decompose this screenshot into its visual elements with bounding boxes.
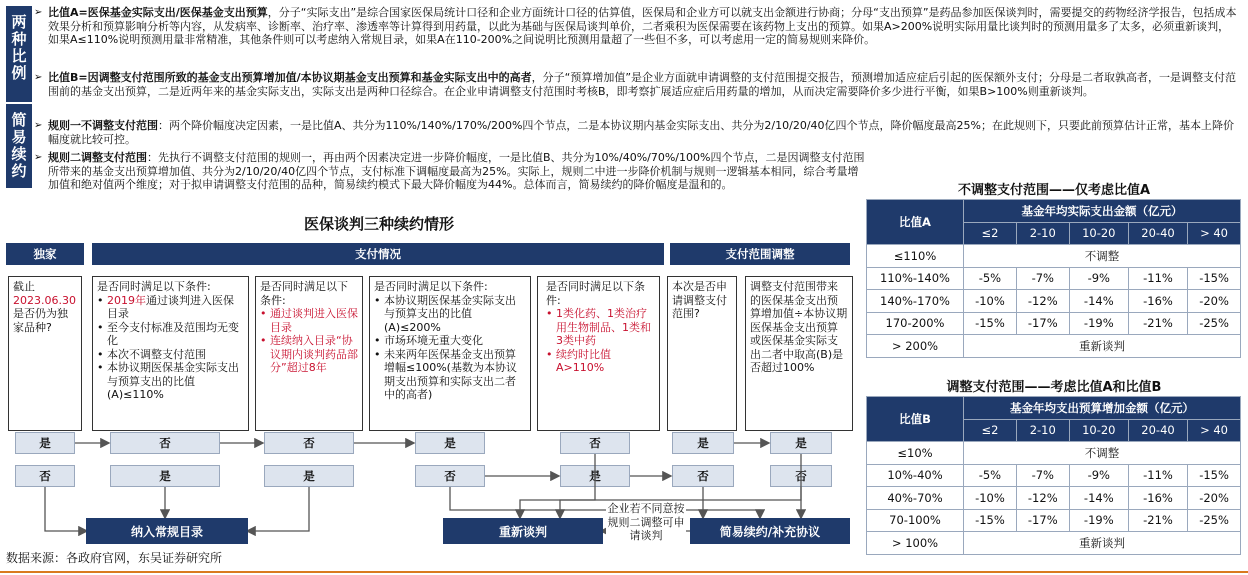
cell: -17% <box>1016 509 1069 532</box>
para-bold: 比值B=因调整支付范围所致的基金支出预算增加值/本协议期基金支出预算和基金实际支出中的高者 <box>48 71 532 84</box>
cell: -15% <box>1188 267 1241 290</box>
tag-yes: 是 <box>15 432 75 454</box>
cell: -20% <box>1188 290 1241 313</box>
condition-item: • 未来两年医保基金支出预算增幅≤100%(基数为本协议期支出预算和实际支出二者中的高者) <box>374 348 526 402</box>
merged-cell: 重新谈判 <box>964 532 1241 555</box>
col-header: 10-20 <box>1069 419 1128 442</box>
data-source: 数据来源：各政府官网，东吴证券研究所 <box>6 551 223 565</box>
condition-item: • 本次不调整支付范围 <box>97 348 244 362</box>
cell: -14% <box>1069 487 1128 510</box>
row-label: 140%-170% <box>867 290 964 313</box>
tag-yes: 是 <box>264 465 354 487</box>
para-bold: 规则二调整支付范围 <box>48 151 147 164</box>
badge-two-ratios: 两种比例 <box>6 6 32 102</box>
outcome-renegotiate: 重新谈判 <box>443 518 603 544</box>
badge-simple-renewal: 简易续约 <box>6 104 32 188</box>
arrow-bullet-icon: ➢ <box>34 152 43 163</box>
arrow-bullet-icon: ➢ <box>34 120 43 131</box>
col-header: > 40 <box>1188 419 1241 442</box>
condition-item: • 本协议期医保基金实际支出与预算支出的比值(A)≤200% <box>374 294 526 335</box>
cell: -7% <box>1016 464 1069 487</box>
arrow-bullet-icon: ➢ <box>34 72 43 83</box>
row-label: 40%-70% <box>867 487 964 510</box>
merged-cell: 不调整 <box>964 442 1241 465</box>
tag-no: 否 <box>770 465 832 487</box>
cell: -19% <box>1069 509 1128 532</box>
table-a <box>866 199 1241 358</box>
box-title: 是否同时满足以下条件: <box>374 280 488 293</box>
cell: -15% <box>964 509 1017 532</box>
header-exclusive: 独家 <box>6 243 84 265</box>
tag-no: 否 <box>672 465 734 487</box>
condition-item: • 通过谈判进入医保目录 <box>260 307 358 334</box>
row-label: ≤10% <box>867 442 964 465</box>
table-row <box>867 532 1241 555</box>
box-title: 是否同时满足以下条件: <box>260 280 348 307</box>
col-header: 20-40 <box>1128 419 1187 442</box>
row-header: 比值A <box>867 200 964 245</box>
condition-item: • 本协议期医保基金实际支出与预算支出的比值(A)≤110% <box>97 361 244 402</box>
red-text: 2019年 <box>107 293 146 307</box>
cell: -11% <box>1128 267 1187 290</box>
outcome-simple-renewal: 简易续约/补充协议 <box>690 518 850 544</box>
box-text: 是否仍为独家品种? <box>13 307 68 334</box>
tag-no: 否 <box>264 432 354 454</box>
cell: -15% <box>964 312 1017 335</box>
tag-no: 否 <box>560 432 630 454</box>
col-header: ≤2 <box>964 419 1017 442</box>
col-header: 10-20 <box>1069 222 1128 245</box>
box-title: 是否同时满足以下条件: <box>97 280 211 293</box>
row-label: 170-200% <box>867 312 964 335</box>
merged-cell: 不调整 <box>964 245 1241 268</box>
box-text: 截止 <box>13 280 35 293</box>
tag-no: 否 <box>415 465 485 487</box>
tag-no: 否 <box>110 432 220 454</box>
row-label: 70-100% <box>867 509 964 532</box>
tag-yes: 是 <box>672 432 734 454</box>
cell: -15% <box>1188 464 1241 487</box>
table-row <box>867 487 1241 510</box>
table-b-title: 调整支付范围——考虑比值A和比值B <box>946 380 1162 395</box>
cell: -12% <box>1016 290 1069 313</box>
table-row <box>867 464 1241 487</box>
box-title: 是否同时满足以下条件: <box>546 280 645 307</box>
cell: -11% <box>1128 464 1187 487</box>
condition-item: • 连续纳入目录“协议期内谈判药品部分”超过8年 <box>260 334 358 375</box>
cell: -25% <box>1188 312 1241 335</box>
header-scope-adjust: 支付范围调整 <box>670 243 850 265</box>
table-row <box>867 312 1241 335</box>
cell: -16% <box>1128 487 1187 510</box>
cell: -21% <box>1128 509 1187 532</box>
row-label: 10%-40% <box>867 464 964 487</box>
cell: -9% <box>1069 464 1128 487</box>
col-header: ≤2 <box>964 222 1017 245</box>
col-header: 2-10 <box>1016 222 1069 245</box>
tag-yes: 是 <box>560 465 630 487</box>
tag-yes: 是 <box>770 432 832 454</box>
cell: -12% <box>1016 487 1069 510</box>
note-reject-rule-two: 企业若不同意按规则二调整可申请谈判 <box>606 501 686 563</box>
table-row <box>867 335 1241 358</box>
bottom-rule <box>0 571 1248 573</box>
table-b <box>866 396 1241 555</box>
para-bold: 比值A=医保基金实际支出/医保基金支出预算 <box>48 6 268 19</box>
condition-item: • 1类化药、1类治疗用生物制品、1类和3类中药 <box>546 307 655 348</box>
tag-no: 否 <box>15 465 75 487</box>
para-bold: 规则一不调整支付范围 <box>48 119 158 132</box>
para-text: ：两个降价幅度决定因素，一是比值A、共分为110%/140%/170%/200%四个节点，二是本协议期内基金实际支出、共分为2/10/20/40亿四个节点，降价幅度最高25%；在此规则下，只要此前预算估计正常，基本上降价幅度就比较可控。 <box>48 119 1234 146</box>
row-label: 110%-140% <box>867 267 964 290</box>
para-text: ，分子“实际支出”是综合国家医保局统计口径和企业方面统计口径的估算值，医保局和企业方可以就支出金额进行协商；分母“支出预算”是药品参加医保谈判时，需要提交的药物经济学报告，包括成本效果分析和预算影响分析等内容，从发病率、诊断率、治疗率、渗透率等计算得到用药量，以此为基础与医保局谈判单价，二者乘积为医保需要在该药物上支出的预算。如果A>200%说明实际用量比谈判时的预测用量多了太多，必须重新谈判，如果A≤110%说明预测用量非常精准，其他条件则可以考虑纳入常规目录，如果A在110-200%之间说明比预测用量超了一些但不多，可以考虑用一定的简易规则来降价。 <box>48 6 1237 46</box>
merged-cell: 重新谈判 <box>964 335 1241 358</box>
arrow-bullet-icon: ➢ <box>34 7 43 18</box>
cell: -10% <box>964 487 1017 510</box>
box-date: 2023.06.30 <box>13 293 76 307</box>
col-header: 20-40 <box>1128 222 1187 245</box>
table-row <box>867 245 1241 268</box>
condition-item: • 市场环境无重大变化 <box>374 334 526 348</box>
tag-yes: 是 <box>110 465 220 487</box>
table-row <box>867 442 1241 465</box>
box-ratio-b-check: 调整支付范围带来的医保基金支出预算增加值÷本协议期医保基金支出预算或医保基金实际支出二者中取高(B)是否超过100% <box>745 276 853 431</box>
row-label: ≤110% <box>867 245 964 268</box>
row-header: 比值B <box>867 397 964 442</box>
cell: -25% <box>1188 509 1241 532</box>
cell: -5% <box>964 464 1017 487</box>
cell: -20% <box>1188 487 1241 510</box>
condition-item: • 至今支付标准及范围均无变化 <box>97 321 244 348</box>
cell: -10% <box>964 290 1017 313</box>
table-row <box>867 509 1241 532</box>
cell: -7% <box>1016 267 1069 290</box>
col-header: > 40 <box>1188 222 1241 245</box>
table-row <box>867 290 1241 313</box>
col-group-header: 基金年均支出预算增加金额（亿元） <box>964 397 1241 420</box>
table-row <box>867 267 1241 290</box>
table-a-title: 不调整支付范围——仅考虑比值A <box>957 183 1151 198</box>
cell: -16% <box>1128 290 1187 313</box>
para-text: ，分子“预算增加值”是企业方面就申请调整的支付范围提交报告，预测增加适应症后引起的医保额外支付；分母是二者取孰高者，一是调整支付范围前的基金支出预算，二是近两年来的基金实际支出，实际支出是两种口径综合。在企业申请调整支付范围时考核B，即考察扩展适应症后用药量的增加，从而决定需要降价多少进行平衡，如果B>100%则重新谈判。 <box>48 71 1237 98</box>
cell: -14% <box>1069 290 1128 313</box>
box-apply-scope: 本次是否申请调整支付范围? <box>667 276 737 431</box>
row-label: > 200% <box>867 335 964 358</box>
cell: -21% <box>1128 312 1187 335</box>
header-payment: 支付情况 <box>92 243 664 265</box>
diagram-title: 医保谈判三种续约情形 <box>304 215 455 233</box>
cell: -19% <box>1069 312 1128 335</box>
col-group-header: 基金年均实际支出金额（亿元） <box>964 200 1241 223</box>
tag-yes: 是 <box>415 432 485 454</box>
outcome-regular-list: 纳入常规目录 <box>86 518 248 544</box>
cell: -5% <box>964 267 1017 290</box>
cell: -9% <box>1069 267 1128 290</box>
para-text: ：先执行不调整支付范围的规则一，再由两个因素决定进一步降价幅度，一是比值B、共分为10%/40%/70%/100%四个节点，二是因调整支付范围所带来的基金支出预算增加值、共分为2/10/20/40亿四个节点，支付标准下调幅度最高为25%。实际上，规则二中进一步降价机制与规则一逻辑基本相同，综合考量增加值和绝对值两个维度；对于拟申请调整支付范围的品种，简易续约模式下最大降价幅度为44%。总体而言，简易续约的降价幅度是温和的。 <box>48 151 865 191</box>
cell: -17% <box>1016 312 1069 335</box>
condition-item: • 续约时比值A>110% <box>546 348 655 375</box>
item-text: 通过谈判进入医保目录 <box>107 293 234 320</box>
row-label: > 100% <box>867 532 964 555</box>
col-header: 2-10 <box>1016 419 1069 442</box>
